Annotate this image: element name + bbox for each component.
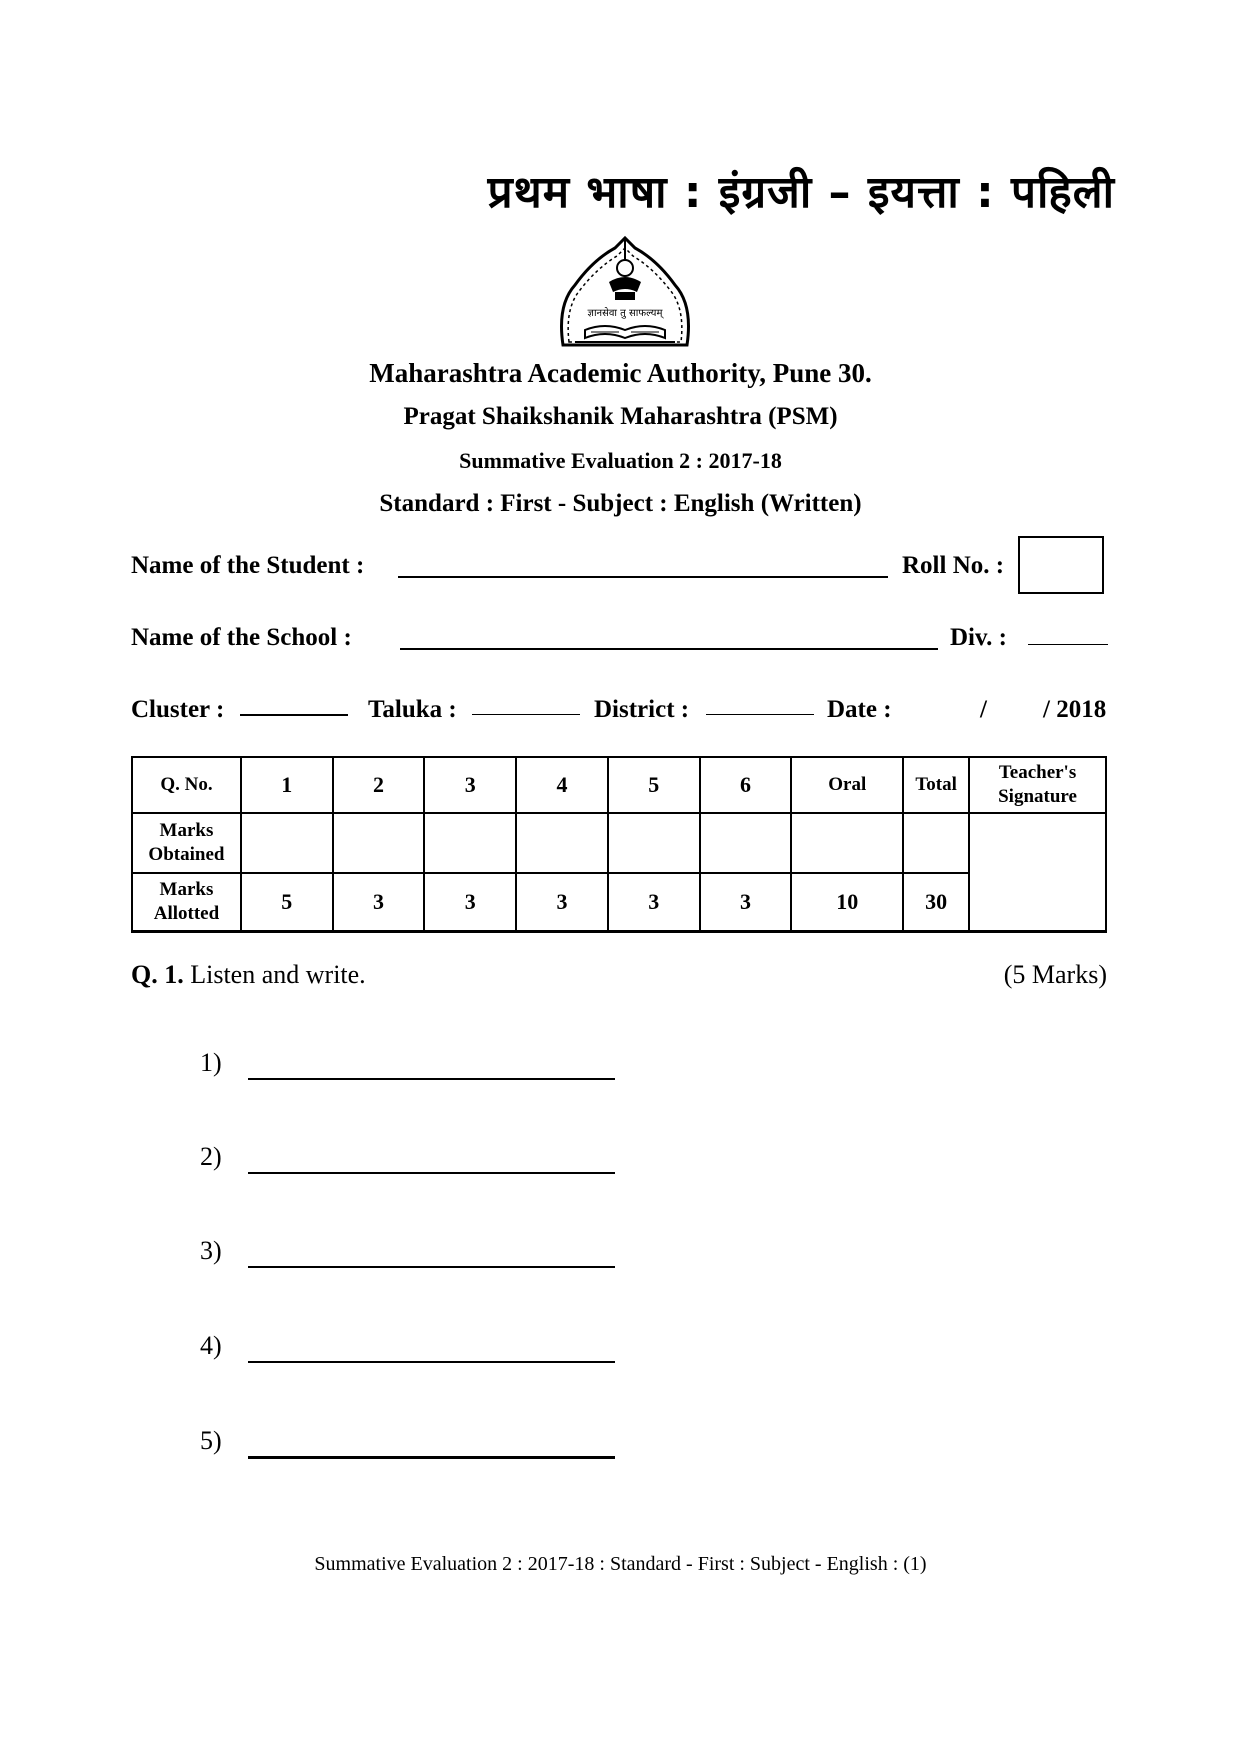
question-1-marks: (5 Marks) bbox=[1003, 960, 1107, 989]
obtained-cell-q6[interactable] bbox=[700, 813, 792, 873]
hindi-title: प्रथम भाषा : इंग्रजी – इयत्ता : पहिली bbox=[487, 167, 1115, 218]
marks-table bbox=[131, 756, 1107, 933]
marks-allotted-label: Marks Allotted bbox=[132, 873, 241, 932]
division-field[interactable] bbox=[1028, 644, 1108, 645]
answer-number-2: 2) bbox=[200, 1142, 222, 1171]
division-label: Div. : bbox=[950, 624, 1007, 651]
district-label: District : bbox=[594, 696, 690, 723]
standard-subject: Standard : First - Subject : English (Written) bbox=[379, 490, 862, 517]
header-q2: 2 bbox=[333, 757, 425, 813]
answer-line-1[interactable] bbox=[248, 1078, 615, 1080]
allotted-q6: 3 bbox=[700, 873, 792, 932]
answer-line-2[interactable] bbox=[248, 1172, 615, 1174]
obtained-cell-q5[interactable] bbox=[608, 813, 700, 873]
school-name-label: Name of the School : bbox=[131, 624, 352, 651]
student-name-label: Name of the Student : bbox=[131, 552, 365, 579]
allotted-q3: 3 bbox=[424, 873, 516, 932]
date-label: Date : bbox=[827, 696, 892, 723]
answer-number-1: 1) bbox=[200, 1048, 222, 1077]
taluka-label: Taluka : bbox=[368, 696, 457, 723]
header-oral: Oral bbox=[791, 757, 903, 813]
question-1-number: Q. 1. bbox=[131, 960, 184, 989]
answer-line-5[interactable] bbox=[248, 1456, 615, 1459]
answer-number-4: 4) bbox=[200, 1331, 222, 1360]
cluster-field[interactable] bbox=[240, 714, 348, 716]
allotted-oral: 10 bbox=[791, 873, 903, 932]
teacher-signature-cell[interactable] bbox=[969, 813, 1106, 932]
roll-number-label: Roll No. : bbox=[902, 552, 1005, 579]
allotted-q4: 3 bbox=[516, 873, 608, 932]
header-q6: 6 bbox=[700, 757, 792, 813]
obtained-cell-oral[interactable] bbox=[791, 813, 903, 873]
obtained-cell-q3[interactable] bbox=[424, 813, 516, 873]
header-q4: 4 bbox=[516, 757, 608, 813]
school-name-field[interactable] bbox=[400, 648, 938, 650]
allotted-q2: 3 bbox=[333, 873, 425, 932]
marks-allotted-row bbox=[132, 873, 1106, 932]
student-name-field[interactable] bbox=[398, 576, 888, 578]
allotted-q5: 3 bbox=[608, 873, 700, 932]
header-total: Total bbox=[903, 757, 969, 813]
date-separator: / bbox=[980, 696, 987, 723]
answer-line-4[interactable] bbox=[248, 1361, 615, 1363]
header-qno: Q. No. bbox=[132, 757, 241, 813]
district-field[interactable] bbox=[706, 714, 814, 715]
authority-name: Maharashtra Academic Authority, Pune 30. bbox=[369, 358, 872, 388]
obtained-cell-total[interactable] bbox=[903, 813, 969, 873]
obtained-cell-q1[interactable] bbox=[241, 813, 333, 873]
answer-number-5: 5) bbox=[200, 1426, 222, 1455]
marks-obtained-row bbox=[132, 813, 1106, 873]
allotted-q1: 5 bbox=[241, 873, 333, 932]
answer-line-3[interactable] bbox=[248, 1266, 615, 1268]
allotted-total: 30 bbox=[903, 873, 969, 932]
emblem-logo bbox=[545, 230, 705, 360]
header-q3: 3 bbox=[424, 757, 516, 813]
logo-motto: ज्ञानसेवा तु साफल्यम् bbox=[587, 308, 663, 319]
page-footer: Summative Evaluation 2 : 2017-18 : Standard - First : Subject - English : (1) bbox=[314, 1553, 927, 1575]
program-name: Pragat Shaikshanik Maharashtra (PSM) bbox=[403, 403, 838, 430]
header-teacher-signature: Teacher's Signature bbox=[969, 757, 1106, 813]
roll-number-box[interactable] bbox=[1018, 536, 1104, 594]
obtained-cell-q4[interactable] bbox=[516, 813, 608, 873]
obtained-cell-q2[interactable] bbox=[333, 813, 425, 873]
date-year: / 2018 bbox=[1043, 696, 1107, 723]
question-1 bbox=[131, 960, 366, 990]
header-q5: 5 bbox=[608, 757, 700, 813]
evaluation-title: Summative Evaluation 2 : 2017-18 bbox=[459, 448, 782, 473]
question-1-text: Listen and write. bbox=[190, 960, 366, 989]
taluka-field[interactable] bbox=[472, 714, 580, 715]
header-q1: 1 bbox=[241, 757, 333, 813]
answer-number-3: 3) bbox=[200, 1236, 222, 1265]
marks-obtained-label: Marks Obtained bbox=[132, 813, 241, 873]
table-header-row bbox=[132, 757, 1106, 813]
cluster-label: Cluster : bbox=[131, 696, 225, 723]
